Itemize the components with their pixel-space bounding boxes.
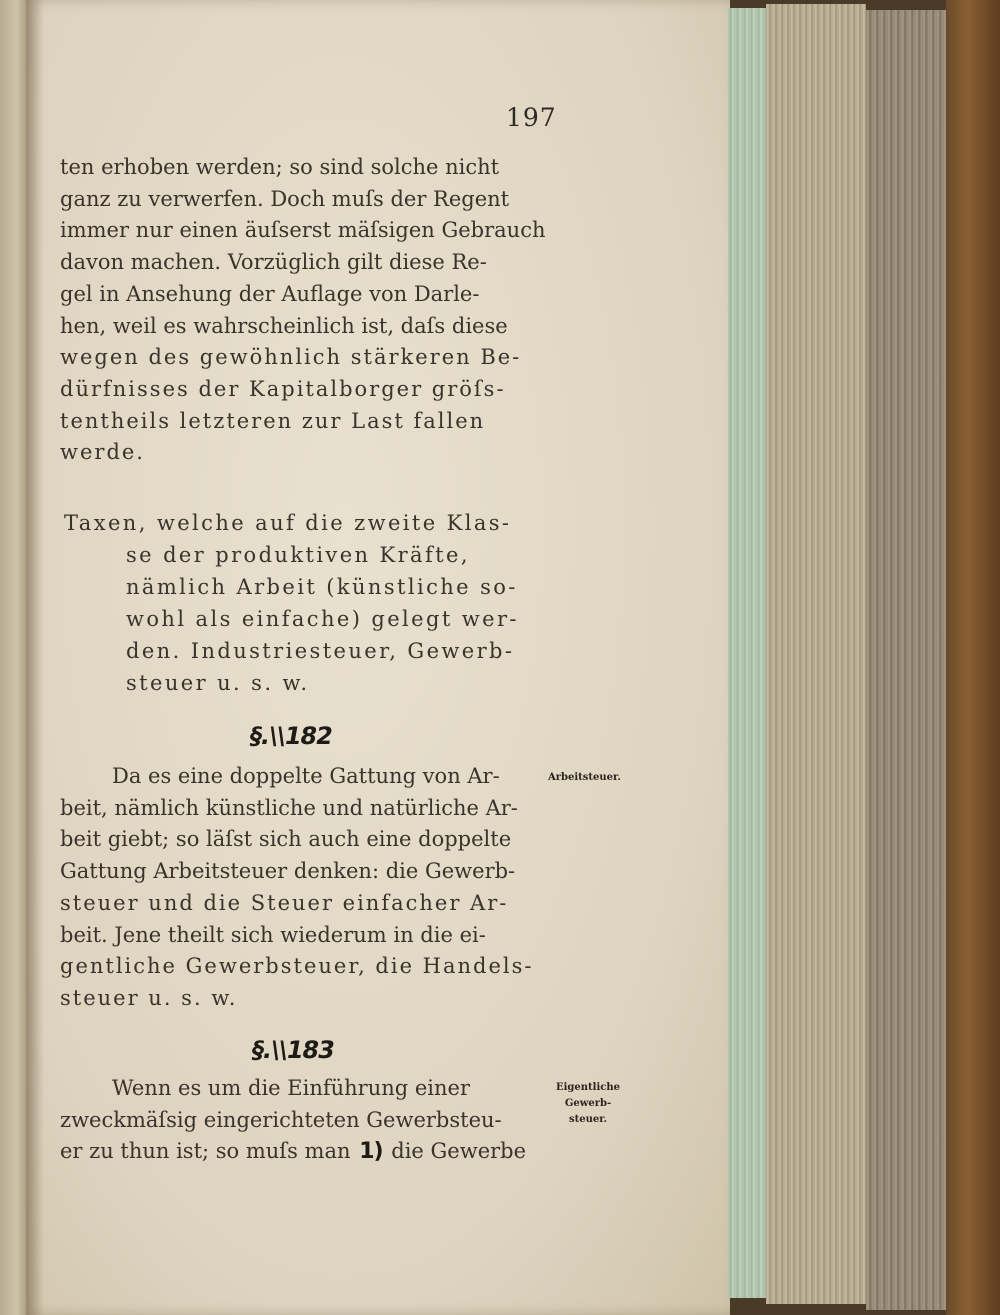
text-line: dürfnisses der Kapitalborger gröſs- (60, 376, 506, 401)
margin-note-line: Eigentliche (556, 1082, 620, 1093)
margin-note-arbeitsteuer: Arbeitsteuer. (548, 772, 621, 783)
text-line: hen, weil es wahrscheinlich ist, daſs diese (60, 313, 508, 338)
page-edges-green (728, 8, 766, 1298)
margin-note-line: Gewerb- (564, 1098, 612, 1109)
page-edges-block (766, 4, 866, 1304)
text-line: werde. (60, 440, 145, 465)
text-line: zweckmäſsig eingerichteten Gewerbsteu- (60, 1107, 502, 1132)
page-edges-dark (866, 10, 946, 1310)
text-fragment: er zu thun ist; so muſs man (60, 1139, 351, 1164)
text-line: Wenn es um die Einführung einer (112, 1076, 471, 1100)
handwritten-section-mark: §.\\183 (249, 1036, 337, 1064)
text-line: wegen des gewöhnlich stärkeren Be- (60, 345, 522, 370)
heading-line: Taxen, welche auf die zweite Klas- (64, 511, 512, 535)
paragraph-arbeitsteuer (60, 761, 546, 1015)
book-cover-edge (946, 0, 1000, 1315)
text-line: Da es eine doppelte Gattung von Ar- (112, 764, 500, 788)
margin-note-gewerbsteuer (548, 1080, 628, 1128)
heading-line: nämlich Arbeit (künstliche so- (126, 575, 518, 599)
heading-line: den. Industriesteuer, Gewerb- (126, 639, 515, 663)
text-line: steuer u. s. w. (60, 985, 238, 1010)
text-line: tentheils letzteren zur Last fallen (60, 408, 486, 433)
handwritten-insertion-mark: 1) (359, 1139, 383, 1165)
section-heading (64, 507, 550, 699)
text-line: davon machen. Vorzüglich gilt diese Re- (60, 250, 487, 275)
text-line: gentliche Gewerbsteuer, die Handels- (60, 954, 534, 979)
margin-note-line: steuer. (568, 1114, 608, 1125)
text-line: immer nur einen äuſserst mäſsigen Gebrauch (60, 218, 546, 243)
page-number: 197 (506, 103, 557, 132)
text-line: beit, nämlich künstliche und natürliche Ar- (60, 795, 518, 820)
text-fragment: die Gewerbe (391, 1139, 527, 1164)
text-line: gel in Ansehung der Auflage von Darle- (60, 281, 480, 306)
page-gutter-shadow (26, 0, 44, 1315)
text-line: steuer und die Steuer einfacher Ar- (60, 890, 509, 915)
heading-line: wohl als einfache) gelegt wer- (126, 607, 519, 631)
text-line: beit giebt; so läſst sich auch eine doppelte (60, 827, 512, 852)
paragraph-continuation (60, 152, 546, 469)
paragraph-gewerbsteuer (60, 1073, 546, 1168)
handwritten-section-mark: §.\\182 (247, 722, 335, 750)
text-line: Gattung Arbeitsteuer denken: die Gewerb- (60, 859, 516, 884)
previous-page-edge (0, 0, 28, 1315)
text-line: ten erhoben werden; so sind solche nicht (60, 155, 500, 179)
heading-line: steuer u. s. w. (126, 671, 310, 695)
text-line: ganz zu verwerfen. Doch muſs der Regent (60, 186, 510, 211)
heading-line: se der produktiven Kräfte, (126, 543, 470, 567)
text-line (60, 1136, 546, 1168)
text-line: beit. Jene theilt sich wiederum in die ei- (60, 922, 486, 947)
